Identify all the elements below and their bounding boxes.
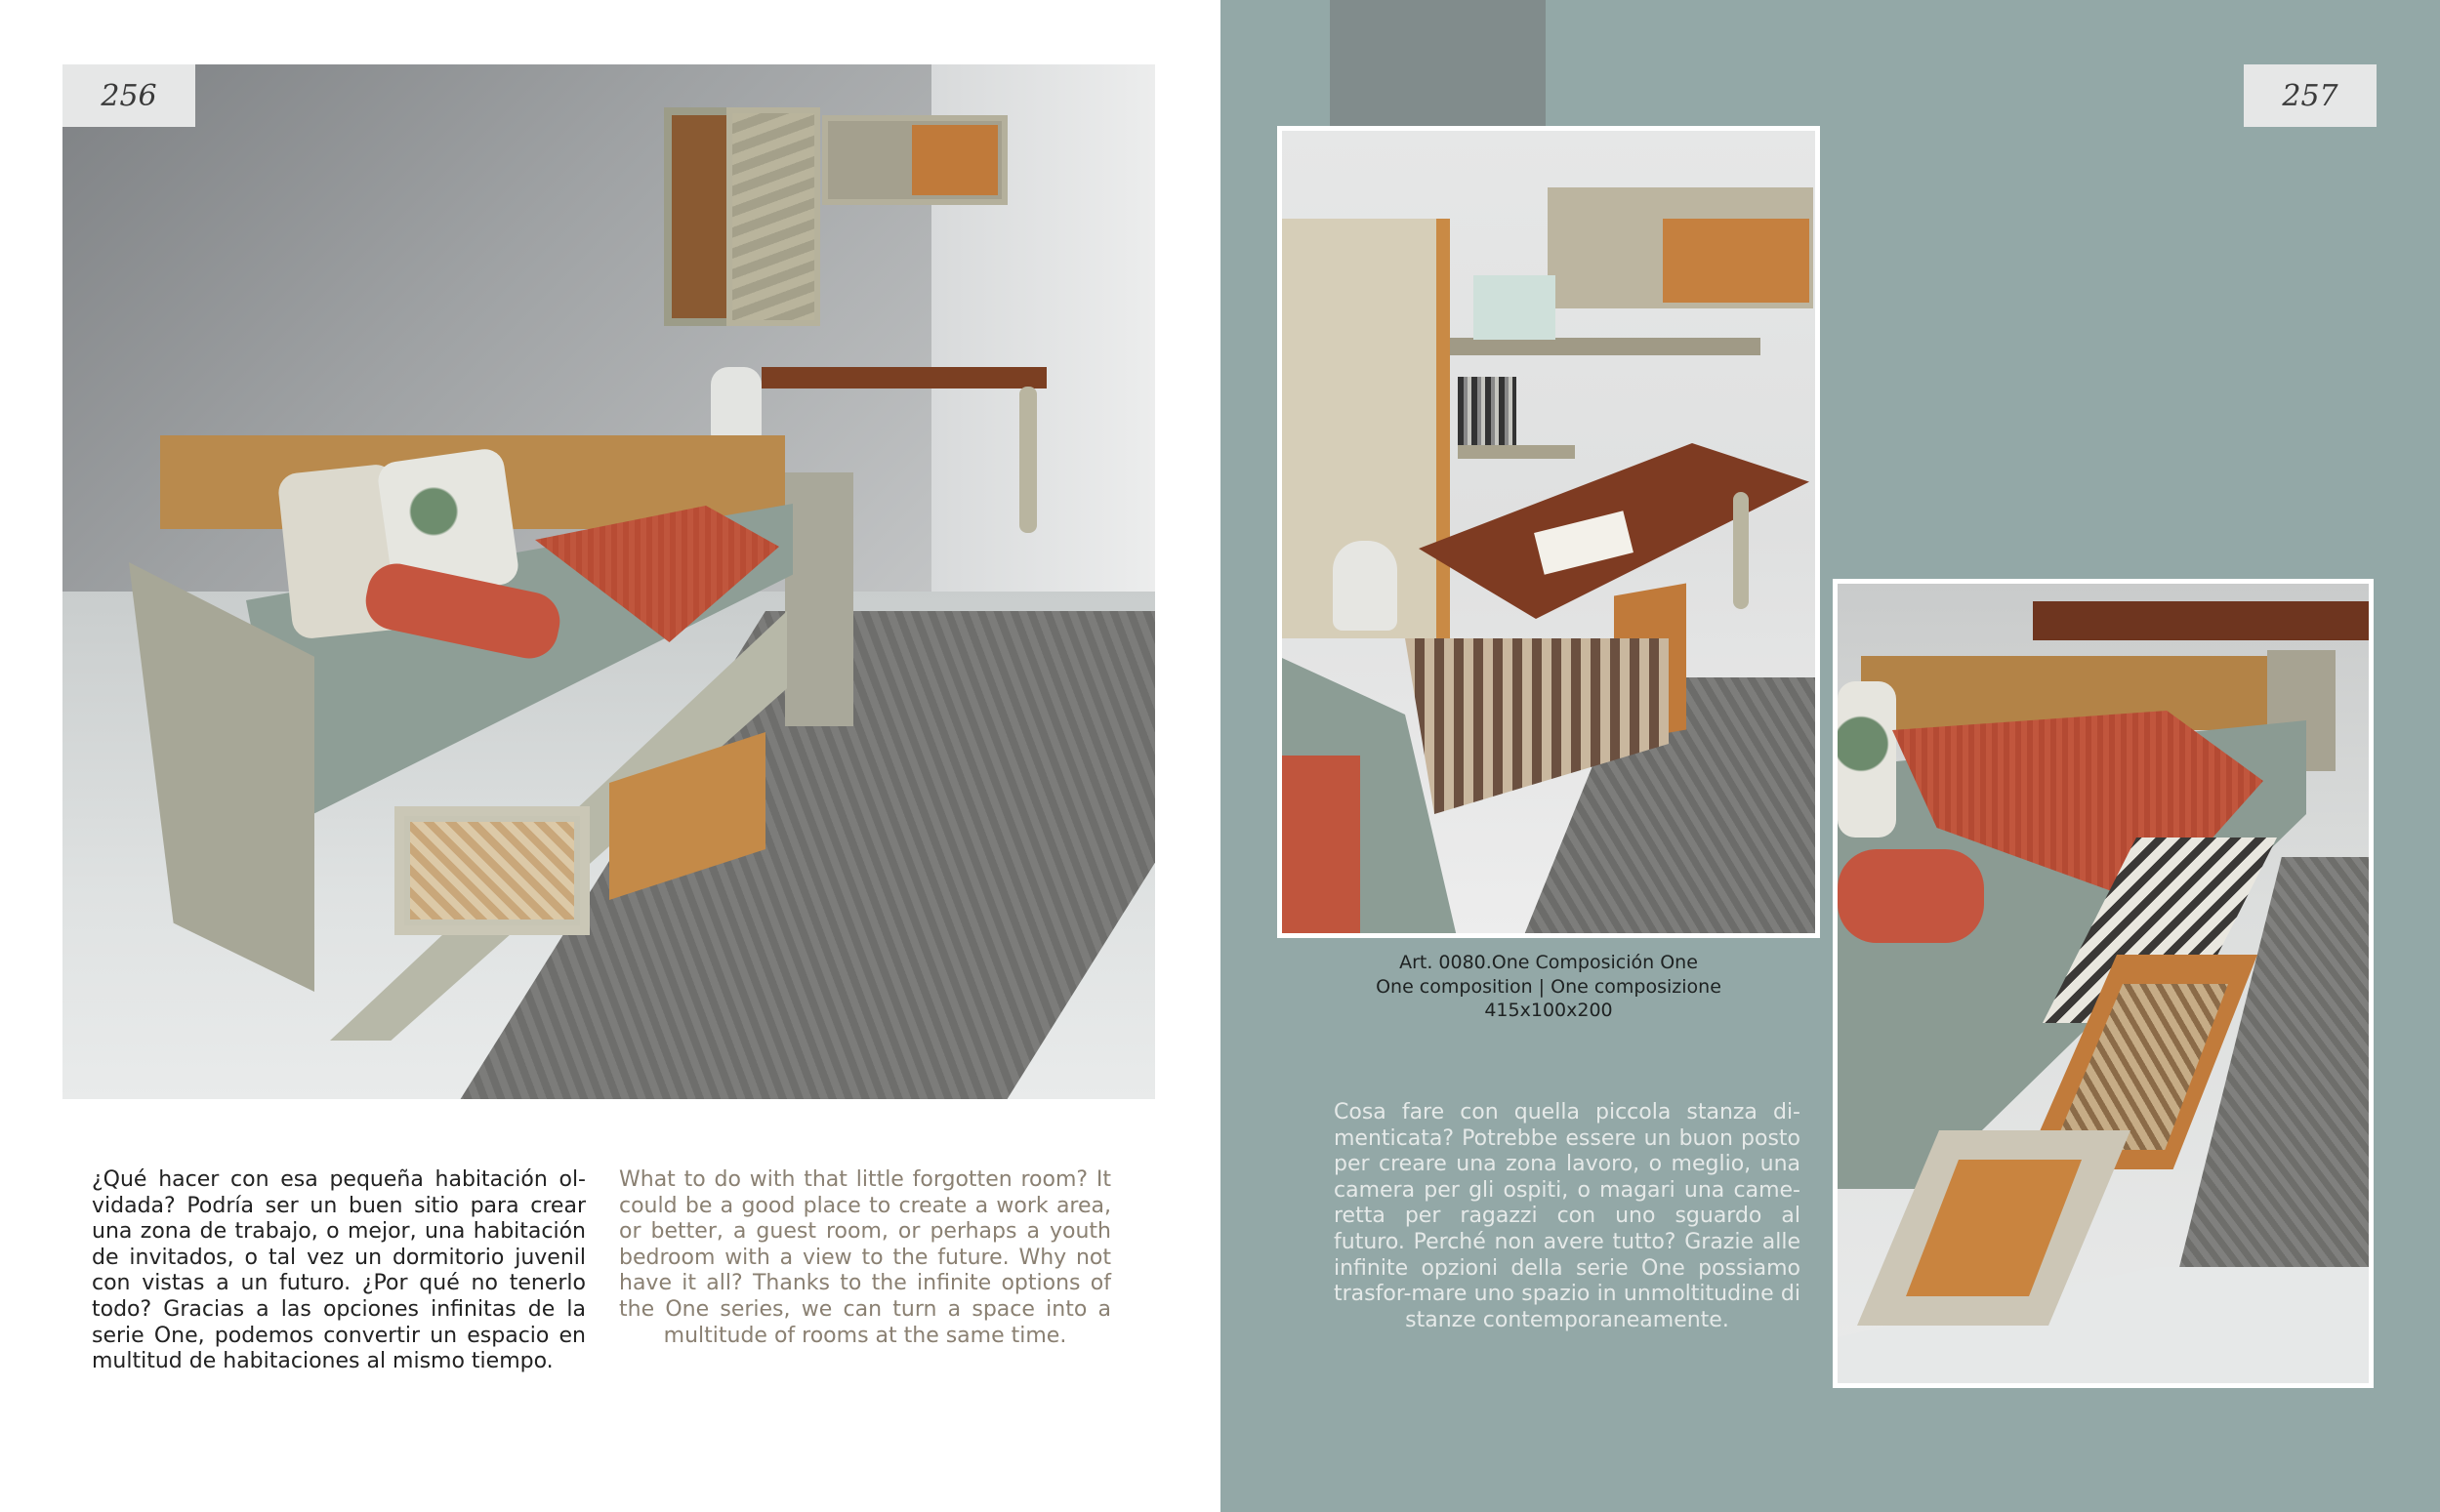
photo-bed-drawers <box>1833 579 2374 1388</box>
photo-desk <box>762 367 1047 388</box>
photo-drawer-pattern <box>410 822 574 919</box>
body-text-italian: Cosa fare con quella piccola stanza di-menticata? Potrebbe essere un buon posto per creare una zona lavoro, o meglio, una camera per gli ospiti, o magari una came-retta per ragazzi con uno sguardo al futuro. Perché non avere tutto? Grazie alle infinite opzioni della serie One possiamo trasfor-mare uno spazio in unmoltitudine di stanze contemporaneamente. <box>1334 1100 1800 1332</box>
photo-cabinet-door <box>726 107 820 326</box>
caption-line-composition: One composition | One composizione <box>1376 975 1721 998</box>
body-text-english: What to do with that little forgotten room? It could be a good place to create a work area, or better, a guest room, or perhaps a youth bedroom with a view to the future. Why not have it all? Thanks to the infinite options of the One series, we can turn a space into a multitude of rooms at the same time. <box>619 1167 1111 1348</box>
photo-lamp <box>711 367 762 441</box>
photo-vase <box>1333 541 1397 631</box>
photo-shelf-interior <box>912 125 998 195</box>
photo-bed-frame <box>785 472 853 726</box>
photo-pillow-red <box>1838 849 1984 943</box>
photo-desk <box>2033 601 2369 640</box>
caption-line-dimensions: 415x100x200 <box>1484 1000 1613 1022</box>
photo-books <box>1458 377 1516 445</box>
photo-cabinet-interior <box>1663 219 1809 303</box>
body-text-spanish: ¿Qué hacer con esa pequeña habitación ol-vidada? Podría ser un buen sitio para crear una zona de trabajo, o mejor, una habitación de invitados, o tal vez un dormitorio juvenil con vistas a un futuro. ¿Por qué no tenerlo todo? Gracias a las opciones infinitas de la serie One, podemos convertir un espacio en multitud de habitaciones al mismo tiempo. <box>92 1167 586 1374</box>
photo-desk-overhead <box>1277 126 1820 938</box>
page-number-right: 257 <box>2244 64 2377 127</box>
photo-storage-box <box>1473 275 1555 340</box>
photo-caption <box>1277 951 1820 1023</box>
photo-desk-leg <box>1733 492 1749 609</box>
photo-shelf <box>1438 338 1760 355</box>
caption-line-article: Art. 0080.One Composición One <box>1399 952 1698 973</box>
page-number-left: 256 <box>62 64 195 127</box>
photo-pillow-floral <box>1838 681 1896 838</box>
photo-bed-blanket <box>1282 756 1360 938</box>
main-photo-daybed-room <box>62 64 1155 1099</box>
photo-lower-shelf <box>1458 445 1575 459</box>
photo-desk-leg <box>1019 387 1037 533</box>
